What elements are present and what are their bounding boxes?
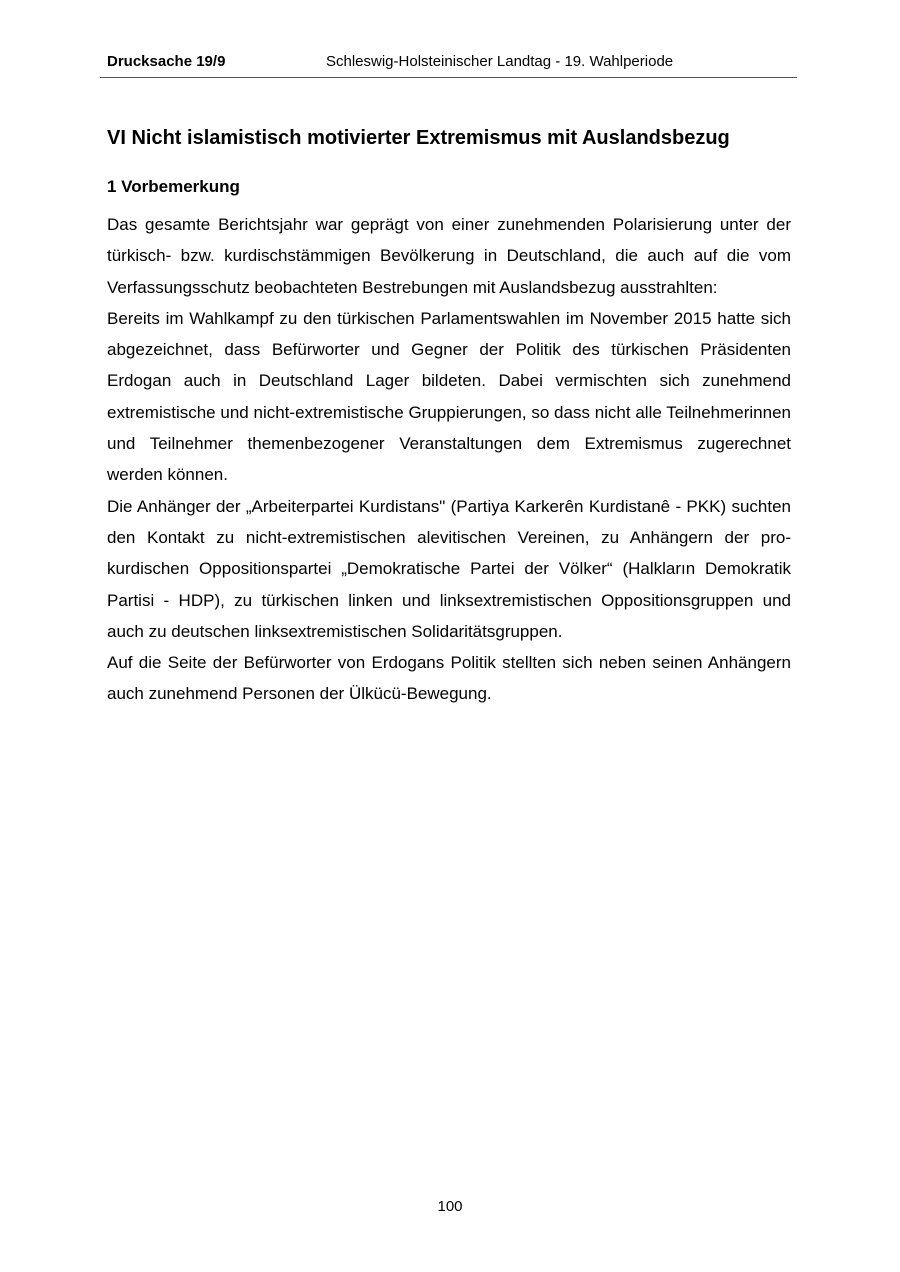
paragraph: Das gesamte Berichtsjahr war geprägt von einer zunehmenden Polarisierung unter der türkisch- bzw. kurdischstämmigen Bevölkerung in Deutschland, die auch auf die vom Verfassungsschutz beobachteten Bestrebungen mit Auslandsbezug ausstrahlten:: [107, 215, 791, 297]
section-title: 1 Vorbemerkung: [107, 177, 240, 196]
parliament-period: Schleswig-Holsteinischer Landtag - 19. Wahlperiode: [326, 53, 674, 70]
paragraph: Bereits im Wahlkampf zu den türkischen Parlamentswahlen im November 2015 hatte sich abgezeichnet, dass Befürworter und Gegner der Politik des türkischen Präsidenten Erdogan auch in Deutschland Lager bildeten. Dabei vermischten sich zunehmend extremistische und nicht-extremistische Gruppierungen, so dass nicht alle Teilnehmerinnen und Teilnehmer themenbezogener Veranstaltungen dem Extremismus zugerechnet werden können.: [107, 308, 791, 485]
chapter-title: VI Nicht islamistisch motivierter Extremismus mit Auslandsbezug: [107, 127, 730, 149]
page-number: 100: [437, 1198, 463, 1215]
page-header: [100, 50, 797, 78]
page-content: [107, 120, 791, 710]
paragraph: Auf die Seite der Befürworter von Erdogans Politik stellten sich neben seinen Anhängern auch zunehmend Personen der Ülkücü-Bewegung.: [107, 653, 791, 704]
document-number: Drucksache 19/9: [107, 53, 226, 70]
body-text: [107, 209, 791, 710]
paragraph: Die Anhänger der „Arbeiterpartei Kurdistans" (Partiya Karkerên Kurdistanê - PKK) suchten den Kontakt zu nicht-extremistischen alevitischen Vereinen, zu Anhängern der pro-kurdischen Oppositionspartei „Demokratische Partei der Völker“ (Halkların Demokratik Partisi - HDP), zu türkischen linken und linksextremistischen Oppositionsgruppen und auch zu deutschen linksextremistischen Solidaritätsgruppen.: [107, 496, 791, 641]
